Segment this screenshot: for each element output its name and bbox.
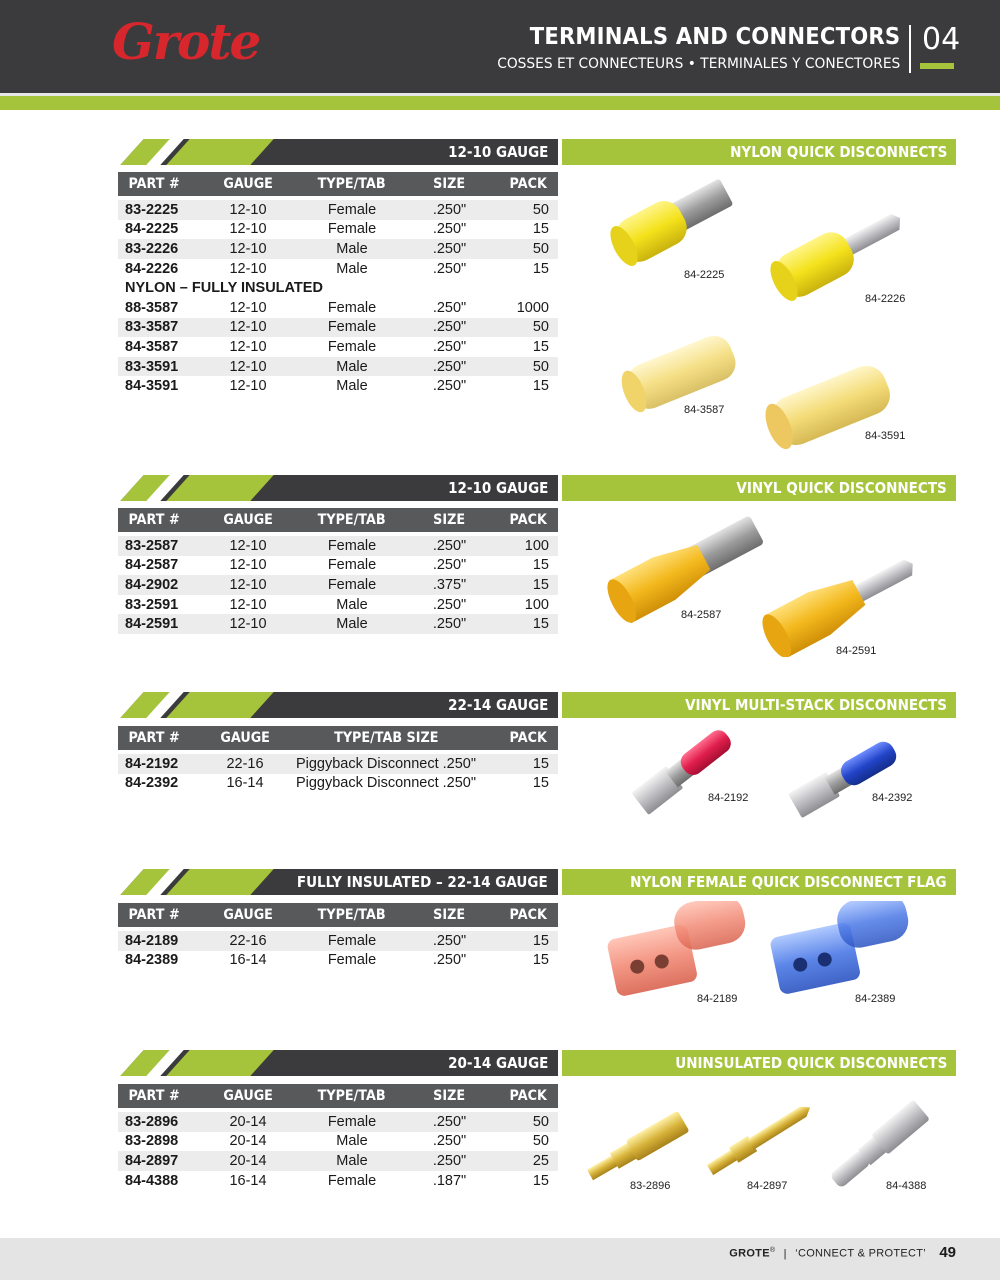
photo-label: 84-3587 — [684, 404, 725, 416]
table-row: 84-2897 20-14 Male .250" 25 — [118, 1151, 558, 1171]
photo-label: 84-2226 — [865, 293, 906, 305]
col-part: PART # — [118, 172, 208, 196]
category-title: VINYL MULTI-STACK DISCONNECTS — [685, 696, 947, 714]
gauge-title: 12-10 GAUGE — [447, 479, 548, 497]
page-title: TERMINALS AND CONNECTORS — [529, 24, 900, 50]
photo-label: 83-2896 — [630, 1180, 671, 1192]
table-row: 83-2898 20-14 Male .250" 50 — [118, 1132, 558, 1152]
table-row: 84-2225 12-10 Female .250" 15 — [118, 220, 558, 240]
category-bar — [562, 869, 956, 895]
title-divider — [909, 25, 911, 73]
table-row: 83-3591 12-10 Male .250" 50 — [118, 357, 558, 377]
gauge-title: 22-14 GAUGE — [447, 696, 548, 714]
gauge-title: FULLY INSULATED – 22-14 GAUGE — [297, 873, 548, 891]
photo-label: 84-2389 — [855, 993, 896, 1005]
table-header — [118, 172, 558, 196]
table-row: 83-2226 12-10 Male .250" 50 — [118, 239, 558, 259]
table-row: 84-2192 22-16 Piggyback Disconnect .250" 15 — [118, 754, 558, 774]
table-row: 84-2587 12-10 Female .250" 15 — [118, 556, 558, 576]
table-header: PART # GAUGE TYPE/TAB SIZE PACK — [118, 726, 558, 750]
photo-label: 84-2189 — [697, 993, 738, 1005]
col-size: SIZE — [416, 172, 483, 196]
table-subheading: NYLON – FULLY INSULATED — [118, 278, 558, 298]
photo-label: 84-2897 — [747, 1180, 788, 1192]
footer-tagline: GROTE® | ‘CONNECT & PROTECT’ — [729, 1247, 926, 1260]
table-row: 83-2896 20-14 Female .250" 50 — [118, 1112, 558, 1132]
header-accent-bar — [0, 96, 1000, 110]
col-pack: PACK — [483, 172, 558, 196]
gauge-title: 12-10 GAUGE — [447, 143, 548, 161]
table-row: 84-3591 12-10 Male .250" 15 — [118, 376, 558, 396]
col-gauge: GAUGE — [208, 172, 288, 196]
table-row: 83-3587 12-10 Female .250" 50 — [118, 318, 558, 338]
photo-label: 84-2587 — [681, 609, 722, 621]
multi-stack-photo — [620, 724, 950, 834]
chapter-underline — [920, 63, 954, 69]
category-title: VINYL QUICK DISCONNECTS — [736, 479, 947, 497]
table-row: 84-2591 12-10 Male .250" 15 — [118, 614, 558, 634]
category-title: NYLON FEMALE QUICK DISCONNECT FLAG — [630, 873, 947, 891]
table-row: 84-3587 12-10 Female .250" 15 — [118, 337, 558, 357]
spec-table — [118, 508, 558, 634]
photo-label: 84-3591 — [865, 430, 906, 442]
table-header: PART # GAUGE TYPE/TAB SIZE PACK — [118, 903, 558, 927]
col-type: TYPE/TAB — [288, 172, 416, 196]
spec-table — [118, 903, 558, 970]
category-bar — [562, 692, 956, 718]
category-title: UNINSULATED QUICK DISCONNECTS — [674, 1054, 947, 1072]
gauge-bar — [118, 1050, 558, 1076]
vinyl-quick-disconnect-photo — [590, 507, 956, 657]
photo-label: 84-2192 — [708, 792, 749, 804]
photo-label: 84-2392 — [872, 792, 913, 804]
table-row: 83-2225 12-10 Female .250" 50 — [118, 200, 558, 220]
table-row: 84-2226 12-10 Male .250" 15 — [118, 259, 558, 279]
table-row: 88-3587 12-10 Female .250" 1000 — [118, 298, 558, 318]
gauge-bar — [118, 869, 558, 895]
spec-table — [118, 1084, 558, 1190]
table-header: PART # GAUGE TYPE/TAB SIZE PACK — [118, 508, 558, 532]
chapter-number: 04 — [922, 22, 961, 57]
table-row: 84-2189 22-16 Female .250" 15 — [118, 931, 558, 951]
table-row: 84-2392 16-14 Piggyback Disconnect .250" 15 — [118, 774, 558, 794]
category-bar — [562, 1050, 956, 1076]
photo-label: 84-2225 — [684, 269, 725, 281]
table-header: PART # GAUGE TYPE/TAB SIZE PACK — [118, 1084, 558, 1108]
table-row: 84-4388 16-14 Female .187" 15 — [118, 1171, 558, 1191]
gauge-bar — [118, 475, 558, 501]
title-block — [476, 24, 900, 72]
spec-table — [118, 726, 558, 793]
gauge-bar — [118, 692, 558, 718]
table-row: 83-2591 12-10 Male .250" 100 — [118, 595, 558, 615]
gauge-bar — [118, 139, 558, 165]
page-number: 49 — [939, 1244, 956, 1261]
category-bar — [562, 139, 956, 165]
photo-label: 84-4388 — [886, 1180, 927, 1192]
grote-logo: Grote — [112, 12, 260, 71]
spec-table — [118, 172, 558, 396]
category-bar — [562, 475, 956, 501]
table-row: 84-2389 16-14 Female .250" 15 — [118, 951, 558, 971]
flag-disconnect-photo — [590, 901, 956, 1011]
table-row: 83-2587 12-10 Female .250" 100 — [118, 536, 558, 556]
category-title: NYLON QUICK DISCONNECTS — [729, 143, 947, 161]
table-row: 84-2902 12-10 Female .375" 15 — [118, 575, 558, 595]
gauge-title: 20-14 GAUGE — [447, 1054, 548, 1072]
photo-label: 84-2591 — [836, 645, 877, 657]
page-subtitle: COSSES ET CONNECTEURS • TERMINALES Y CONECTORES — [496, 56, 900, 72]
